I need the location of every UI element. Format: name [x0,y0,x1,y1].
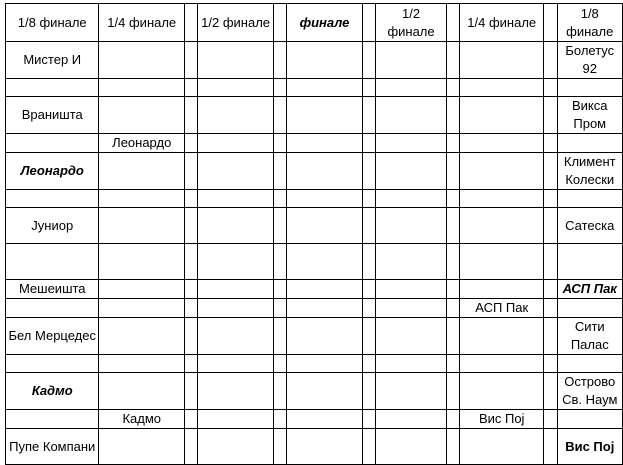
table-row [6,244,623,280]
header-final: финале [287,4,363,42]
team-cell: Мешеишта [6,280,99,299]
team-cell: АСП Пак [557,280,622,299]
team-cell: Враништа [6,97,99,134]
table-row [6,429,623,465]
team-cell: Пупе Компани [6,429,99,465]
table-row [6,42,623,79]
team-cell: Леонардо [6,153,99,190]
header-row [6,4,623,42]
team-cell: Болетус 92 [557,42,622,79]
qf-winner-cell: Вис Пој [460,410,544,429]
team-cell: Острово Св. Наум [557,373,622,410]
team-cell: Бел Мерцедес [6,318,99,355]
table-row [6,79,623,97]
qf-winner-cell: Леонардо [99,134,185,153]
header-left-quarterfinal: 1/4 финале [99,4,185,42]
table-row [6,373,623,410]
table-row [6,299,623,318]
team-cell: Климент Колески [557,153,622,190]
table-row [6,318,623,355]
header-right-semifinal: 1/2 финале [376,4,447,42]
table-row [6,208,623,244]
table-row [6,280,623,299]
team-cell: Вис Пој [557,429,622,465]
team-cell: Мистер И [6,42,99,79]
header-left-semifinal: 1/2 финале [198,4,273,42]
table-row [6,97,623,134]
table-row [6,410,623,429]
team-cell: Јуниор [6,208,99,244]
table-row [6,153,623,190]
team-cell: Викса Пром [557,97,622,134]
qf-winner-cell: Кадмо [99,410,185,429]
team-cell: Кадмо [6,373,99,410]
table-row [6,190,623,208]
table-row [6,134,623,153]
team-cell: Сатеска [557,208,622,244]
tournament-bracket-table [5,3,623,465]
header-left-round-of-16: 1/8 финале [6,4,99,42]
team-cell: Сити Палас [557,318,622,355]
table-row [6,355,623,373]
header-right-quarterfinal: 1/4 финале [460,4,544,42]
header-right-round-of-16: 1/8 финале [557,4,622,42]
qf-winner-cell: АСП Пак [460,299,544,318]
